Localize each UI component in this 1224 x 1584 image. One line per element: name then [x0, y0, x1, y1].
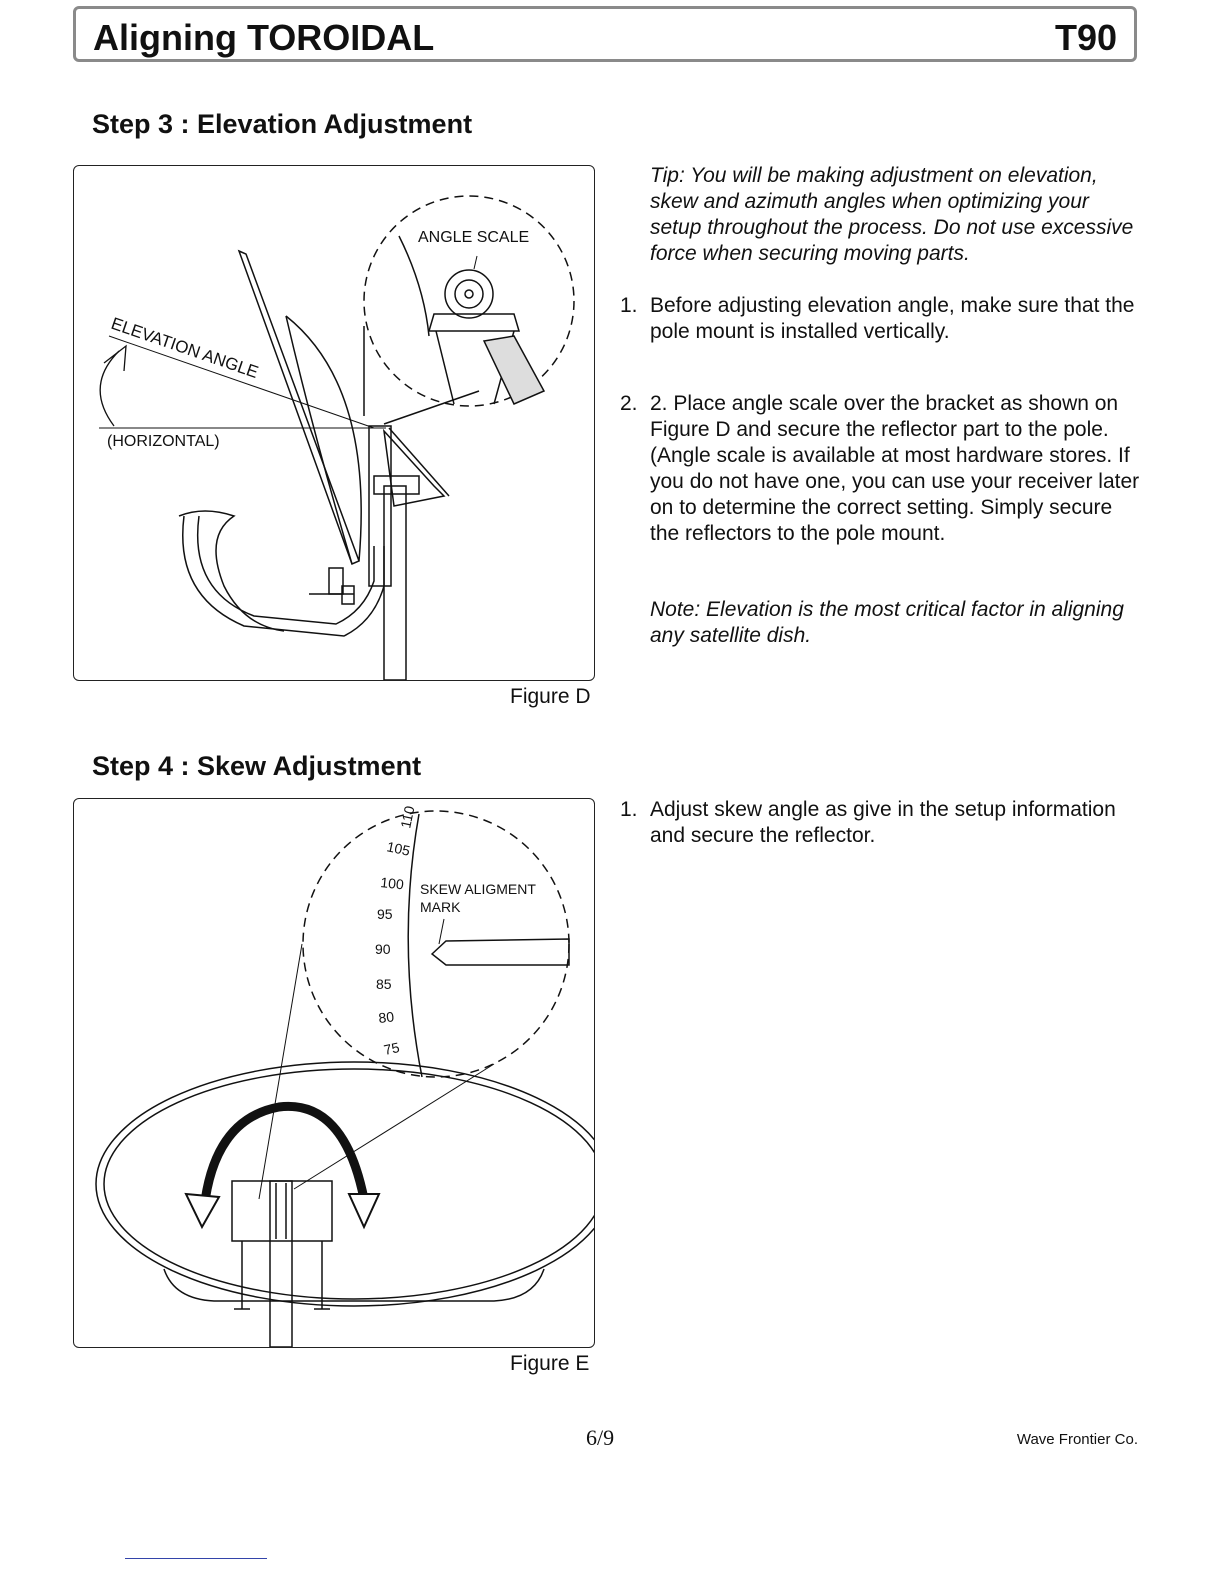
figure-d [73, 165, 595, 681]
skew-scale-labels [375, 804, 418, 1058]
model-number: T90 [1054, 17, 1117, 58]
skew-mark-pointer [432, 939, 569, 965]
step3-instructions [620, 163, 1140, 649]
step3-item-1-number: 1. [620, 294, 638, 317]
scale-tick-80: 80 [377, 1008, 395, 1026]
scale-tick-75: 75 [382, 1039, 401, 1058]
scale-tick-110: 110 [397, 804, 418, 830]
elevation-angle-label: ELEVATION ANGLE [108, 313, 261, 383]
figure-e [73, 798, 595, 1348]
scale-tick-100: 100 [379, 874, 405, 893]
step4-heading: Step 4 : Skew Adjustment [92, 751, 422, 781]
tip-text: Tip: You will be making adjustment on elevation, skew and azimuth angles when optimizing your setup throughout the process. Do not use excessive force when securing moving parts. [650, 164, 1134, 265]
page-header [73, 6, 1137, 62]
figure-d-illustration [74, 166, 594, 680]
step3-item-2-text: 2. Place angle scale over the bracket as shown on Figure D and secure the reflector part to the pole. (Angle scale is available at most hardware stores. If you do not have one, you can use your receiver later on to determine the correct setting. Simply secure the reflectors to the pole mount. [650, 392, 1140, 545]
step4-instructions [620, 797, 1140, 849]
horizontal-label: (HORIZONTAL) [107, 433, 220, 450]
figure-e-caption: Figure E [510, 1352, 590, 1375]
step4-item-1 [620, 797, 1140, 849]
step4-item-1-number: 1. [620, 798, 638, 821]
rotation-arrow-right-head [349, 1194, 379, 1227]
pole [384, 486, 406, 680]
reflector-panel [239, 251, 359, 564]
bottom-rule [125, 1558, 267, 1559]
company-name: Wave Frontier Co. [1016, 1431, 1138, 1448]
scale-tick-90: 90 [375, 941, 391, 957]
scale-tick-85: 85 [376, 976, 392, 992]
zoom-circle [364, 196, 574, 406]
figure-e-illustration [74, 799, 594, 1347]
step3-heading: Step 3 : Elevation Adjustment [92, 109, 473, 139]
page-title: Aligning TOROIDAL [93, 17, 435, 58]
angle-scale-label: ANGLE SCALE [418, 229, 530, 246]
step4-item-1-text: Adjust skew angle as give in the setup information and secure the reflector. [650, 798, 1116, 847]
angle-scale-gauge [445, 270, 493, 318]
scale-tick-105: 105 [385, 838, 412, 859]
scale-tick-95: 95 [377, 906, 393, 922]
zoom-circle [303, 811, 569, 1077]
rotation-arrow [204, 1106, 364, 1209]
step3-item-2-number: 2. [620, 392, 638, 415]
note-text: Note: Elevation is the most critical factor in aligning any satellite dish. [650, 598, 1124, 647]
figure-d-caption: Figure D [510, 685, 591, 708]
skew-mark-label-line2: MARK [420, 899, 461, 915]
rotation-arrow-left-head [186, 1194, 219, 1227]
page-number: 6/9 [586, 1425, 615, 1450]
step3-item-1-text: Before adjusting elevation angle, make sure that the pole mount is installed vertically. [650, 294, 1135, 343]
step3-item-2 [620, 391, 1140, 547]
step3-item-1 [620, 293, 1140, 345]
skew-mark-label-line1: SKEW ALIGMENT [420, 881, 536, 897]
dish-reflector [96, 1062, 594, 1306]
bracket [232, 1181, 332, 1241]
